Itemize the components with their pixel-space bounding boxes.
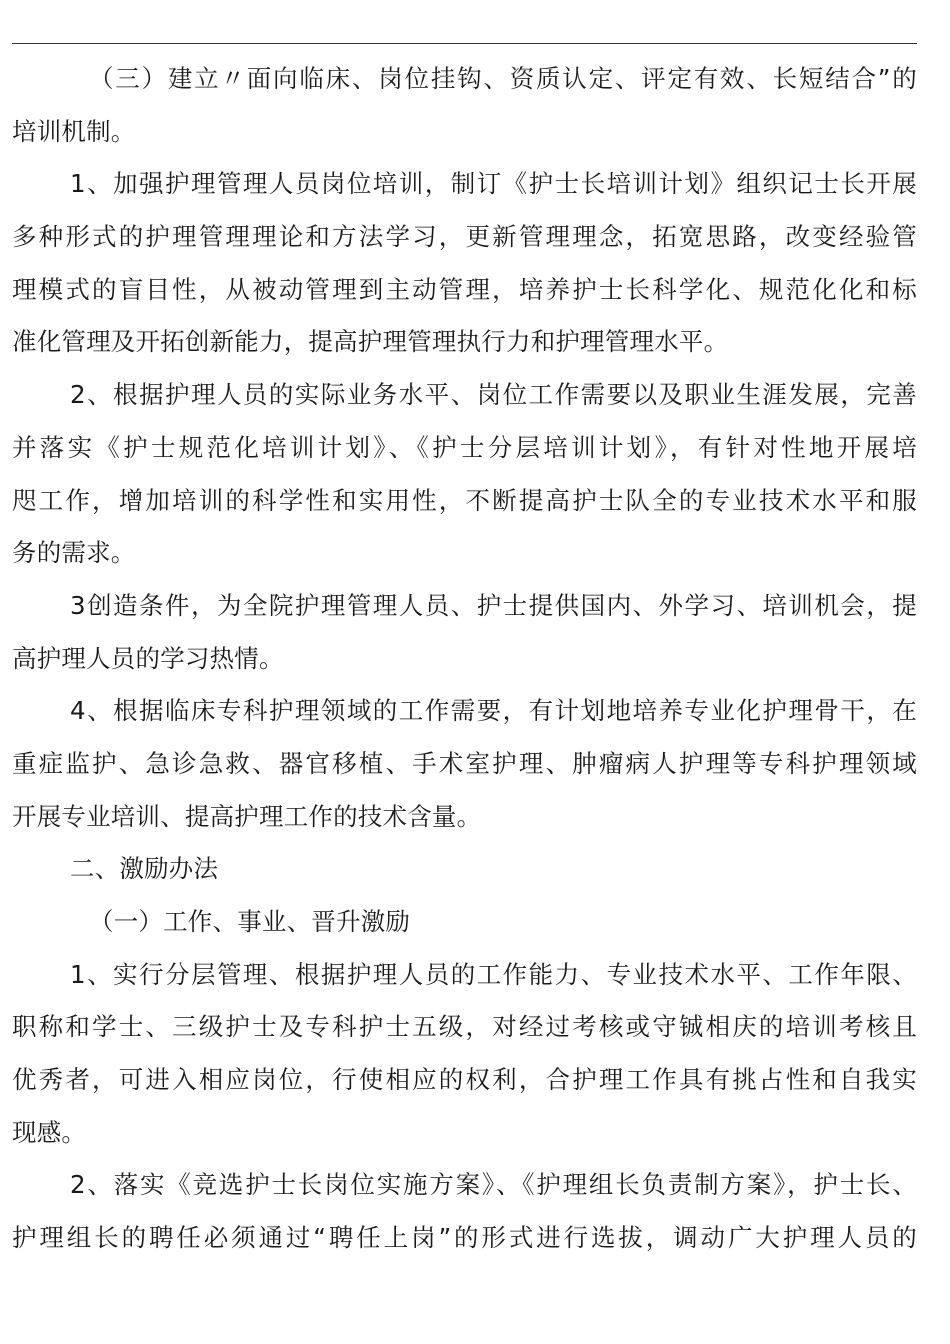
text-line: 培训机制。: [12, 116, 136, 146]
text-line: 2、根据护理人员的实际业务水平、岗位工作需要以及职业生涯发展，完善: [70, 380, 917, 410]
text-line: （三）建立〃面向临床、岗位挂钩、资质认定、评定有效、长短结合”的: [89, 64, 917, 93]
text-line: 3创造条件，为全院护理管理人员、护士提供国内、外学习、培训机会，提: [70, 590, 917, 620]
text-line: 理模式的盲目性，从被动管理到主动管理，培养护士长科学化、规范化化和标: [12, 274, 917, 304]
header-rule: [12, 43, 917, 44]
text-line: 1、加强护理管理人员岗位培训，制订《护士长培训计划》组织记士长开展: [70, 169, 917, 199]
text-line: 重症监护、急诊急救、器官移植、手术室护理、肿瘤病人护理等专科护理领域: [12, 748, 917, 778]
text-line: 多种形式的护理管理理论和方法学习，更新管理理念，拓宽思路，改变经验管: [12, 222, 917, 252]
text-line: 并落实《护士规范化培训计划》、《护士分层培训计划》，有针对性地开展培: [12, 432, 917, 462]
text-line: 1、实行分层管理、根据护理人员的工作能力、专业技术水平、工作年限、: [70, 959, 917, 989]
text-line: 职称和学士、三级护士及专科护士五级，对经过考核或守铖相庆的培训考核且: [12, 1012, 917, 1042]
text-line: 开展专业培训、提高护理工作的技术含量。: [12, 801, 482, 831]
text-line: 咫工作，增加培训的科学性和实用性，不断提高护士队全的专业技术水平和服: [12, 485, 917, 515]
text-line: 现感。: [12, 1117, 87, 1147]
text-line: 护理组长的聘任必须通过“聘任上岗”的形式进行选拔，调动广大护理人员的: [12, 1223, 917, 1253]
text-line: 高护理人员的学习热情。: [12, 643, 284, 673]
text-line: 准化管理及开拓创新能力，提高护理管理执行力和护理管理水平。: [12, 327, 729, 357]
text-line: 二、激励办法: [70, 854, 219, 884]
text-line: 2、落实《竞选护士长岗位实施方案》、《护理组长负责制方案》，护士长、: [70, 1170, 917, 1200]
text-line: （一）工作、事业、晋升激励: [89, 907, 411, 936]
text-line: 优秀者，可进入相应岗位，行使相应的权利，合护理工作具有挑占性和自我实: [12, 1065, 917, 1095]
text-line: 4、根据临床专科护理领域的工作需要，有计划地培养专业化护理骨干，在: [70, 696, 917, 726]
text-line: 务的需求。: [12, 538, 136, 568]
document-body: [12, 57, 917, 1269]
